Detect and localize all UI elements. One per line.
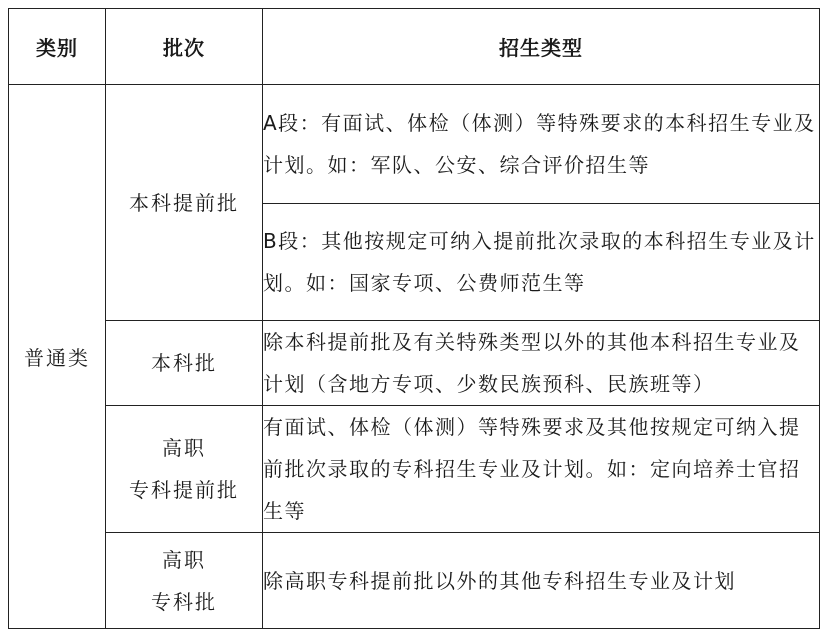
header-category: 类别 — [9, 9, 106, 85]
segment-b-description: B段：其他按规定可纳入提前批次录取的本科招生专业及计划。如：国家专项、公费师范生等 — [263, 204, 820, 321]
batch-line: 专科提前批 — [129, 478, 239, 502]
table-row — [9, 85, 820, 204]
batch-cell: 本科批 — [106, 321, 263, 406]
batch-line: 高职 — [162, 436, 206, 460]
header-row — [9, 9, 820, 85]
category-cell: 普通类 — [9, 85, 106, 629]
type-description: 除本科提前批及有关特殊类型以外的其他本科招生专业及计划（含地方专项、少数民族预科、民族班等） — [263, 321, 820, 406]
batch-cell: 本科提前批 — [106, 85, 263, 321]
table-row — [9, 533, 820, 629]
batch-line: 专科批 — [151, 589, 217, 614]
admission-batch-table — [8, 8, 820, 629]
type-description: 除高职专科提前批以外的其他专科招生专业及计划 — [263, 533, 820, 629]
batch-cell — [106, 533, 263, 629]
header-batch: 批次 — [106, 9, 263, 85]
batch-line: 高职 — [162, 547, 206, 572]
batch-cell — [106, 406, 263, 533]
segment-a-description: A段：有面试、体检（体测）等特殊要求的本科招生专业及计划。如：军队、公安、综合评价招生等 — [263, 85, 820, 204]
header-enrollment-type: 招生类型 — [263, 9, 820, 85]
table-row — [9, 321, 820, 406]
type-description: 有面试、体检（体测）等特殊要求及其他按规定可纳入提前批次录取的专科招生专业及计划。如：定向培养士官招生等 — [263, 406, 820, 533]
table-row — [9, 406, 820, 533]
